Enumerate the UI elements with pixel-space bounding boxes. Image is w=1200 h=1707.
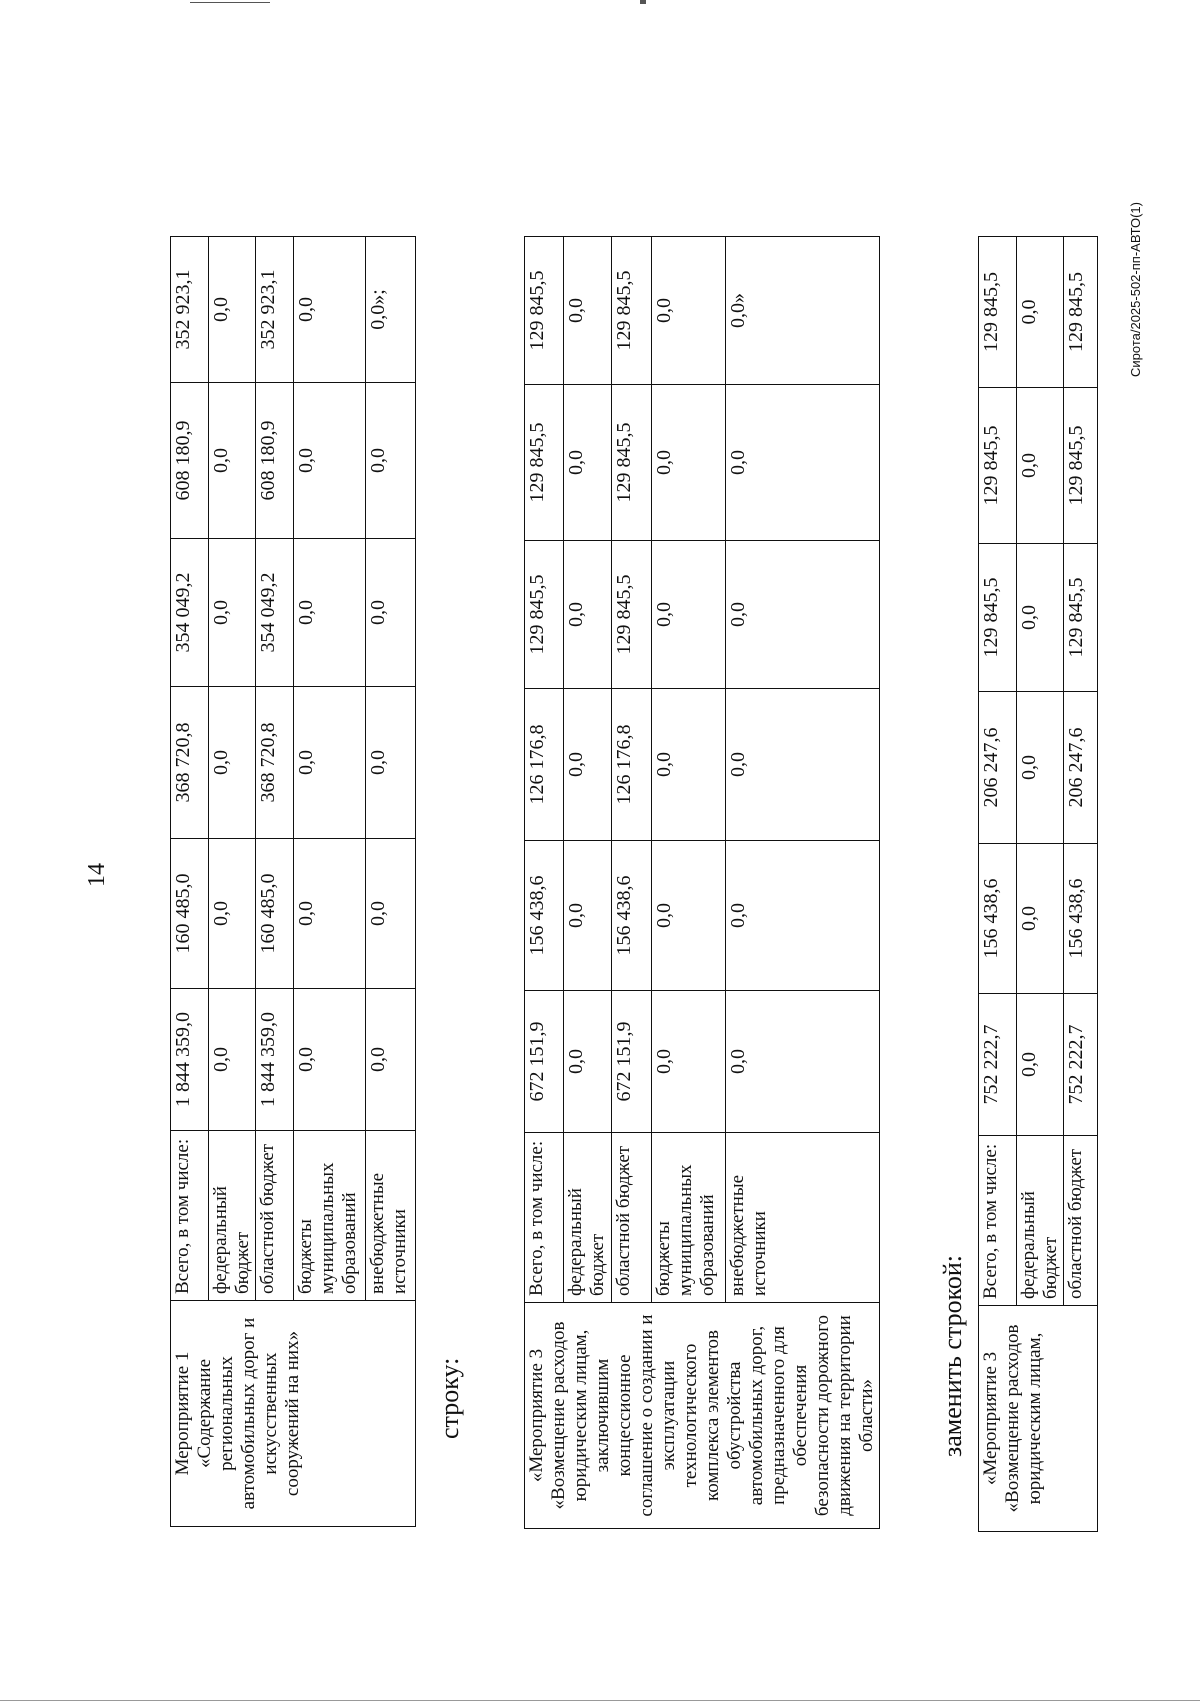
budget-table-2 <box>524 236 880 1529</box>
amount-cell: 0,0 <box>725 689 879 841</box>
label-row: строку: <box>435 1357 464 1439</box>
amount-cell: 0,0 <box>725 841 879 991</box>
budget-category: Всего, в том числе: <box>979 1136 1017 1306</box>
budget-category: внебюджетные источники <box>725 1133 879 1303</box>
table-row <box>979 237 1017 1532</box>
budget-category: федеральный бюджет <box>1017 1136 1064 1306</box>
budget-category: внебюджетные источники <box>366 1131 416 1301</box>
amount-cell: 0,0 <box>564 237 612 385</box>
amount-cell: 129 845,5 <box>612 385 651 541</box>
amount-cell: 156 438,6 <box>525 841 564 991</box>
amount-cell: 1 844 359,0 <box>256 989 294 1131</box>
amount-cell: 129 845,5 <box>525 385 564 541</box>
budget-table-1 <box>170 236 416 1527</box>
scan-artifact <box>190 2 270 3</box>
budget-category: бюджеты муниципальных образований <box>294 1131 366 1301</box>
amount-cell: 354 049,2 <box>256 539 294 687</box>
amount-cell: 352 923,1 <box>171 237 209 383</box>
amount-cell: 0,0 <box>725 541 879 689</box>
amount-cell: 0,0 <box>1017 844 1064 994</box>
amount-cell: 0,0 <box>564 689 612 841</box>
amount-cell: 608 180,9 <box>256 383 294 539</box>
table-row <box>525 237 564 1529</box>
amount-cell: 160 485,0 <box>256 839 294 989</box>
amount-cell: 0,0 <box>564 841 612 991</box>
amount-cell: 206 247,6 <box>979 692 1017 844</box>
amount-cell: 129 845,5 <box>525 237 564 385</box>
amount-cell: 368 720,8 <box>171 687 209 839</box>
amount-cell: 156 438,6 <box>1064 844 1098 994</box>
amount-cell: 0,0 <box>651 385 725 541</box>
amount-cell: 672 151,9 <box>525 991 564 1133</box>
amount-cell: 0,0 <box>564 991 612 1133</box>
page-number: 14 <box>84 863 110 887</box>
amount-cell: 0,0 <box>725 991 879 1133</box>
event-title: Мероприятие 1 «Содержание региональных автомобильных дорог и искусственных сооружений на них» <box>171 1301 416 1527</box>
amount-cell: 129 845,5 <box>979 388 1017 544</box>
amount-cell: 129 845,5 <box>1064 388 1098 544</box>
budget-category: бюджеты муниципальных образований <box>651 1133 725 1303</box>
amount-cell: 0,0 <box>651 841 725 991</box>
amount-cell: 0,0 <box>366 383 416 539</box>
budget-category: Всего, в том числе: <box>525 1133 564 1303</box>
amount-cell: 160 485,0 <box>171 839 209 989</box>
amount-cell: 0,0 <box>366 989 416 1131</box>
amount-cell: 354 049,2 <box>171 539 209 687</box>
amount-cell: 129 845,5 <box>979 544 1017 692</box>
amount-cell: 0,0» <box>725 237 879 385</box>
budget-category: Всего, в том числе: <box>171 1131 209 1301</box>
amount-cell: 0,0 <box>564 541 612 689</box>
amount-cell: 0,0 <box>1017 994 1064 1136</box>
amount-cell: 0,0 <box>294 383 366 539</box>
amount-cell: 0,0 <box>294 687 366 839</box>
amount-cell: 0,0 <box>294 989 366 1131</box>
amount-cell: 1 844 359,0 <box>171 989 209 1131</box>
amount-cell: 129 845,5 <box>979 237 1017 388</box>
amount-cell: 0,0 <box>564 385 612 541</box>
amount-cell: 129 845,5 <box>612 541 651 689</box>
budget-category: областной бюджет <box>256 1131 294 1301</box>
amount-cell: 0,0 <box>366 687 416 839</box>
amount-cell: 129 845,5 <box>525 541 564 689</box>
amount-cell: 0,0 <box>1017 544 1064 692</box>
amount-cell: 156 438,6 <box>979 844 1017 994</box>
amount-cell: 0,0 <box>725 385 879 541</box>
event-title: «Мероприятие 3 «Возмещение расходов юридическим лицам, <box>979 1306 1098 1532</box>
amount-cell: 0,0 <box>1017 388 1064 544</box>
amount-cell: 752 222,7 <box>979 994 1017 1136</box>
amount-cell: 0,0 <box>209 383 256 539</box>
amount-cell: 129 845,5 <box>1064 237 1098 388</box>
amount-cell: 0,0 <box>1017 237 1064 388</box>
amount-cell: 0,0 <box>366 839 416 989</box>
amount-cell: 0,0 <box>651 689 725 841</box>
amount-cell: 0,0 <box>1017 692 1064 844</box>
scan-artifact <box>640 0 646 4</box>
event-title: «Мероприятие 3 «Возмещение расходов юридическим лицам, заключившим концессионное соглашение о создании и эксплуатации технологического комплекса элементов обустройства автомобильных дорог, предназначенного для обеспечения безопасности дорожного движения на территории области» <box>525 1303 880 1529</box>
budget-table-3 <box>978 236 1098 1532</box>
amount-cell: 0,0 <box>209 989 256 1131</box>
amount-cell: 126 176,8 <box>525 689 564 841</box>
amount-cell: 0,0 <box>209 687 256 839</box>
amount-cell: 0,0 <box>294 839 366 989</box>
scan-artifact <box>0 1700 1200 1701</box>
amount-cell: 129 845,5 <box>1064 544 1098 692</box>
table-row <box>171 237 209 1527</box>
amount-cell: 0,0 <box>366 539 416 687</box>
amount-cell: 608 180,9 <box>171 383 209 539</box>
amount-cell: 672 151,9 <box>612 991 651 1133</box>
budget-category: областной бюджет <box>612 1133 651 1303</box>
amount-cell: 206 247,6 <box>1064 692 1098 844</box>
amount-cell: 0,0»; <box>366 237 416 383</box>
document-id: Сирота/2025-502-пп-АВТО(1) <box>1128 202 1143 377</box>
amount-cell: 352 923,1 <box>256 237 294 383</box>
budget-category: областной бюджет <box>1064 1136 1098 1306</box>
amount-cell: 0,0 <box>209 839 256 989</box>
amount-cell: 126 176,8 <box>612 689 651 841</box>
budget-category: федеральный бюджет <box>564 1133 612 1303</box>
amount-cell: 0,0 <box>651 237 725 385</box>
amount-cell: 368 720,8 <box>256 687 294 839</box>
amount-cell: 0,0 <box>209 539 256 687</box>
amount-cell: 156 438,6 <box>612 841 651 991</box>
amount-cell: 0,0 <box>209 237 256 383</box>
amount-cell: 0,0 <box>651 541 725 689</box>
label-replace: заменить строкой: <box>938 1254 967 1457</box>
amount-cell: 0,0 <box>651 991 725 1133</box>
amount-cell: 752 222,7 <box>1064 994 1098 1136</box>
amount-cell: 0,0 <box>294 237 366 383</box>
amount-cell: 0,0 <box>294 539 366 687</box>
budget-category: федеральный бюджет <box>209 1131 256 1301</box>
amount-cell: 129 845,5 <box>612 237 651 385</box>
